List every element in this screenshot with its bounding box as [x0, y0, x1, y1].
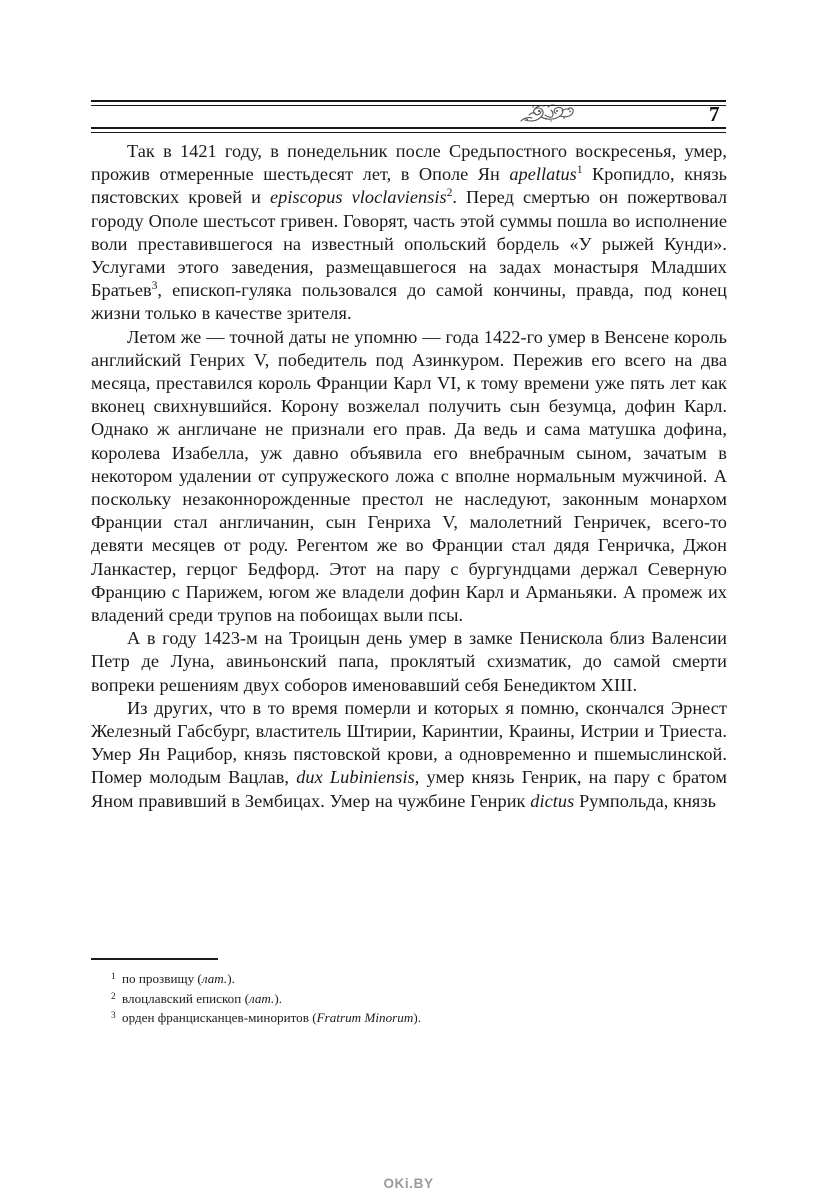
- text-run: орден франциcканцев-миноритов (: [122, 1010, 317, 1026]
- footnote-item: [91, 989, 727, 1009]
- italic-run: dictus: [530, 790, 575, 811]
- body-paragraph: [91, 140, 727, 326]
- running-head: [91, 100, 726, 134]
- header-rule-bottom: [91, 127, 726, 133]
- footnote-separator-rule: [91, 958, 218, 960]
- text-run: Румпольда, князь: [574, 790, 717, 811]
- footnote-item: [91, 1008, 727, 1028]
- footnote-reference[interactable]: 3: [151, 280, 158, 293]
- footnotes-block: [91, 958, 727, 1028]
- text-run: Так в 1421 году, в понедельник после Средьпостного воскресенья, умер, прожив отмеренные шестьдесят лет, в Ополе Ян: [91, 141, 727, 185]
- text-run: , умер князь Генрик, на пару с братом Яном правивший в Зембицах. Умер на чужбине Генрик: [91, 767, 727, 811]
- text-run: влоцлавский епископ (: [122, 990, 249, 1006]
- footnote-item: [91, 969, 727, 989]
- italic-run: apellatus: [509, 164, 577, 185]
- text-run: ).: [274, 990, 283, 1006]
- text-run: , епископ-гуляка пользовался до самой кончины, правда, под конец жизни только в качестве зрителя.: [91, 280, 727, 324]
- text-run: Летом же — точной даты не упомню — года 1422-го умер в Венсене король английский Генрих V, победитель под Азинкуром. Пережив его всего на два месяца, преставился король Франции Карл VI, к тому времени уже пять лет как вконец свихнувшийся. Корону возжелал получить сын безумца, дофин Карл. Однако ж англичане не признали его прав. Да ведь и сама матушка дофина, королева Изабелла, уж давно объявила его внебрачным сыном, зачатым в некотором удалении от супружеского ложа с вполне нормальным мужчиной. А поскольку незаконнорожденные престол не наследуют, законным монархом Франции стал англичанин, сын Генриха V, малолетний Генричек, всего-то девяти месяцев от роду. Регентом же во Франции стал дядя Генричка, Джон Ланкастер, герцог Бедфорд. Этот на пару с бургундцами держал Северную Францию с Парижем, югом же владели дофин Карл и Арманьяки. А промеж их владений среди трупов на побоищах выли псы.: [91, 326, 727, 626]
- body-text: [91, 140, 727, 813]
- footnote-marker: 1: [111, 972, 116, 982]
- italic-run: лат.: [201, 971, 228, 986]
- text-run: . Перед смертью он пожертвовал городу Ополе шестьсот гривен. Говорят, часть этой суммы пошла во исполнение воли преставившегося на известный опольский бордель «У рыжей Кунди». Услугами этого заведения, размещавшегося на задах монастыря Младших Братьев: [91, 187, 727, 301]
- text-run: Из других, что в то время померли и которых я помню, скончался Эрнест Железный Габсбург, властитель Штирии, Каринтии, Краины, Истрии и Триеста. Умер Ян Рацибор, князь пястовской крови, а одновременно и пшемыслинской. Помер молодым Вацлав,: [91, 697, 727, 788]
- floral-vignette-ornament: [515, 103, 581, 127]
- footnote-marker: 2: [111, 991, 116, 1002]
- text-run: ).: [227, 971, 235, 986]
- site-watermark: OKi.BY: [383, 1176, 434, 1191]
- footnote-marker: 3: [111, 1011, 116, 1022]
- text-run: по прозвищу (: [122, 971, 202, 986]
- text-run: Кропидло, князь пястовских кровей и: [91, 164, 727, 208]
- footnote-reference[interactable]: 2: [446, 187, 453, 200]
- italic-run: лат.: [248, 990, 275, 1006]
- running-head-inner: [91, 103, 726, 127]
- body-paragraph: [91, 697, 727, 813]
- italic-run: dux Lubiniensis: [296, 767, 415, 788]
- body-paragraph: [91, 627, 727, 697]
- text-run: А в году 1423-м на Троицын день умер в замке Пенискола близ Валенсии Петр де Луна, авиньонский папа, проклятый схизматик, до самой смерти вопреки решениям двух соборов именовавший себя Бенедиктом XIII.: [91, 628, 727, 695]
- footnote-list: [91, 969, 727, 1028]
- body-paragraph: [91, 326, 727, 628]
- italic-run: Fratrum Minorum: [316, 1010, 414, 1026]
- page-number: 7: [709, 102, 720, 126]
- text-run: ).: [413, 1010, 422, 1026]
- italic-run: episcopus vloclaviensis: [270, 187, 447, 208]
- footnote-reference[interactable]: 1: [576, 164, 583, 177]
